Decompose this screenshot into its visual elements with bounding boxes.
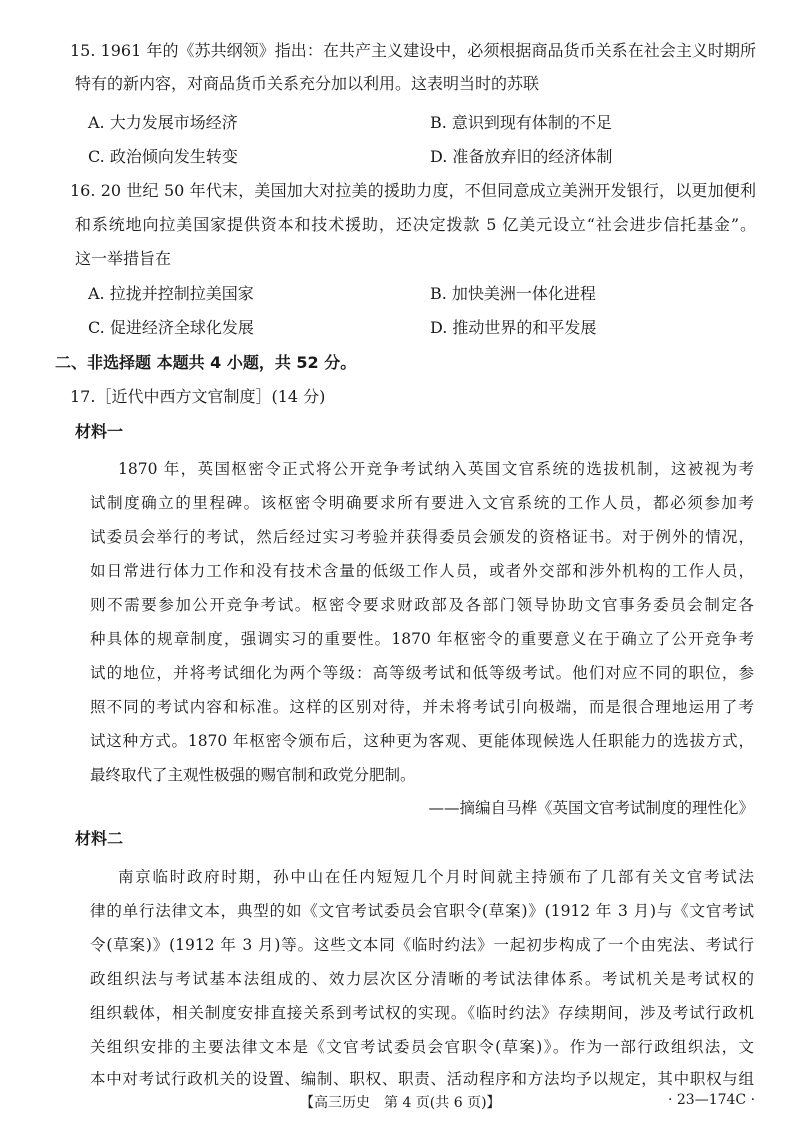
material-1-line-7: 试的地位，并将考试细化为两个等级：高等级考试和低等级考试。他们对应不同的职位，参 — [90, 664, 754, 682]
material-1-line-9: 试这种方式。1870 年枢密令颁布后，这种更为客观、更能体现候选人任职能力的选拔方式， — [90, 732, 754, 750]
page-footer-label: 【高三历史 第 4 页(共 6 页)】 — [300, 1095, 501, 1111]
q15-stem-line-2: 特有的新内容，对商品货币关系充分加以利用。这表明当时的苏联 — [75, 74, 540, 93]
material-1-line-10: 最终取代了主观性极强的赐官制和政党分肥制。 — [90, 766, 416, 784]
q16-stem-line-3: 这一举措旨在 — [75, 249, 172, 268]
material-2-line-3: 令(草案)》(1912 年 3 月)等。这些文本同《临时约法》一起初步构成了一个由宪法、考试行 — [90, 936, 754, 954]
q15-option-c: C. 政治倾向发生转变 — [88, 147, 238, 166]
section-2-heading: 二、非选择题 本题共 4 小题，共 52 分。 — [55, 353, 357, 372]
material-1-line-5: 则不需要参加公开竞争考试。枢密令要求财政部及各部门领导协助文官事务委员会制定各 — [90, 596, 754, 614]
q15-stem-line-1: 15. 1961 年的《苏共纲领》指出：在共产主义建设中，必须根据商品货币关系在社会主义时期所 — [70, 41, 756, 60]
q15-option-d: D. 准备放弃旧的经济体制 — [430, 147, 613, 166]
material-2-line-1: 南京临时政府时期，孙中山在任内短短几个月时间就主持颁布了几部有关文官考试法 — [118, 868, 754, 886]
material-1-line-8: 照不同的考试内容和标准。这样的区别对待，并未将考试引向极端，而是很合理地运用了考 — [90, 698, 754, 716]
material-1-line-6: 种具体的规章制度，强调实习的重要性。1870 年枢密令的重要意义在于确立了公开竞争考 — [90, 630, 754, 648]
q17-title: 17.［近代中西方文官制度］(14 分) — [70, 387, 326, 406]
q16-option-c: C. 促进经济全球化发展 — [88, 318, 254, 337]
material-2-label: 材料二 — [75, 829, 124, 848]
material-1-source: ——摘编自马桦《英国文官考试制度的理性化》 — [428, 799, 754, 817]
q16-option-b: B. 加快美洲一体化进程 — [430, 284, 596, 303]
q15-option-a: A. 大力发展市场经济 — [88, 113, 238, 132]
page-footer-code: · 23—174C · — [668, 1092, 756, 1108]
q16-option-a: A. 拉拢并控制拉美国家 — [88, 284, 254, 303]
material-1-line-3: 试委员会举行的考试，然后经过实习考验并获得委员会颁发的资格证书。对于例外的情况， — [90, 528, 754, 546]
material-2-line-5: 组织载体，相关制度安排直接关系到考试权的实现。《临时约法》存续期间，涉及考试行政机 — [90, 1004, 754, 1022]
q15-option-b: B. 意识到现有体制的不足 — [430, 113, 612, 132]
q16-stem-line-1: 16. 20 世纪 50 年代末，美国加大对拉美的援助力度，不但同意成立美洲开发银行，以更加便利 — [70, 181, 756, 200]
q16-stem-line-2: 和系统地向拉美国家提供资本和技术援助，还决定拨款 5 亿美元设立“社会进步信托基金”。 — [75, 215, 756, 234]
material-2-line-4: 政组织法与考试基本法组成的、效力层次区分清晰的考试法律体系。考试机关是考试权的 — [90, 970, 754, 988]
q16-option-d: D. 推动世界的和平发展 — [430, 318, 597, 337]
material-1-line-4: 如日常进行体力工作和没有技术含量的低级工作人员，或者外交部和涉外机构的工作人员， — [90, 562, 754, 580]
material-2-line-7: 本中对考试行政机关的设置、编制、职权、职责、活动程序和方法均予以规定，其中职权与组 — [90, 1070, 754, 1088]
material-1-line-2: 试制度确立的里程碑。该枢密令明确要求所有要进入文官系统的工作人员，都必须参加考 — [90, 494, 754, 512]
material-1-line-1: 1870 年，英国枢密令正式将公开竞争考试纳入英国文官系统的选拔机制，这被视为考 — [118, 460, 754, 478]
material-2-line-6: 关组织安排的主要法律文本是《文官考试委员会官职令(草案)》。作为一部行政组织法，文 — [90, 1038, 754, 1056]
material-2-line-2: 律的单行法律文本，典型的如《文官考试委员会官职令(草案)》(1912 年 3 月)与《文官考试 — [90, 902, 754, 920]
material-1-label: 材料一 — [75, 422, 124, 441]
